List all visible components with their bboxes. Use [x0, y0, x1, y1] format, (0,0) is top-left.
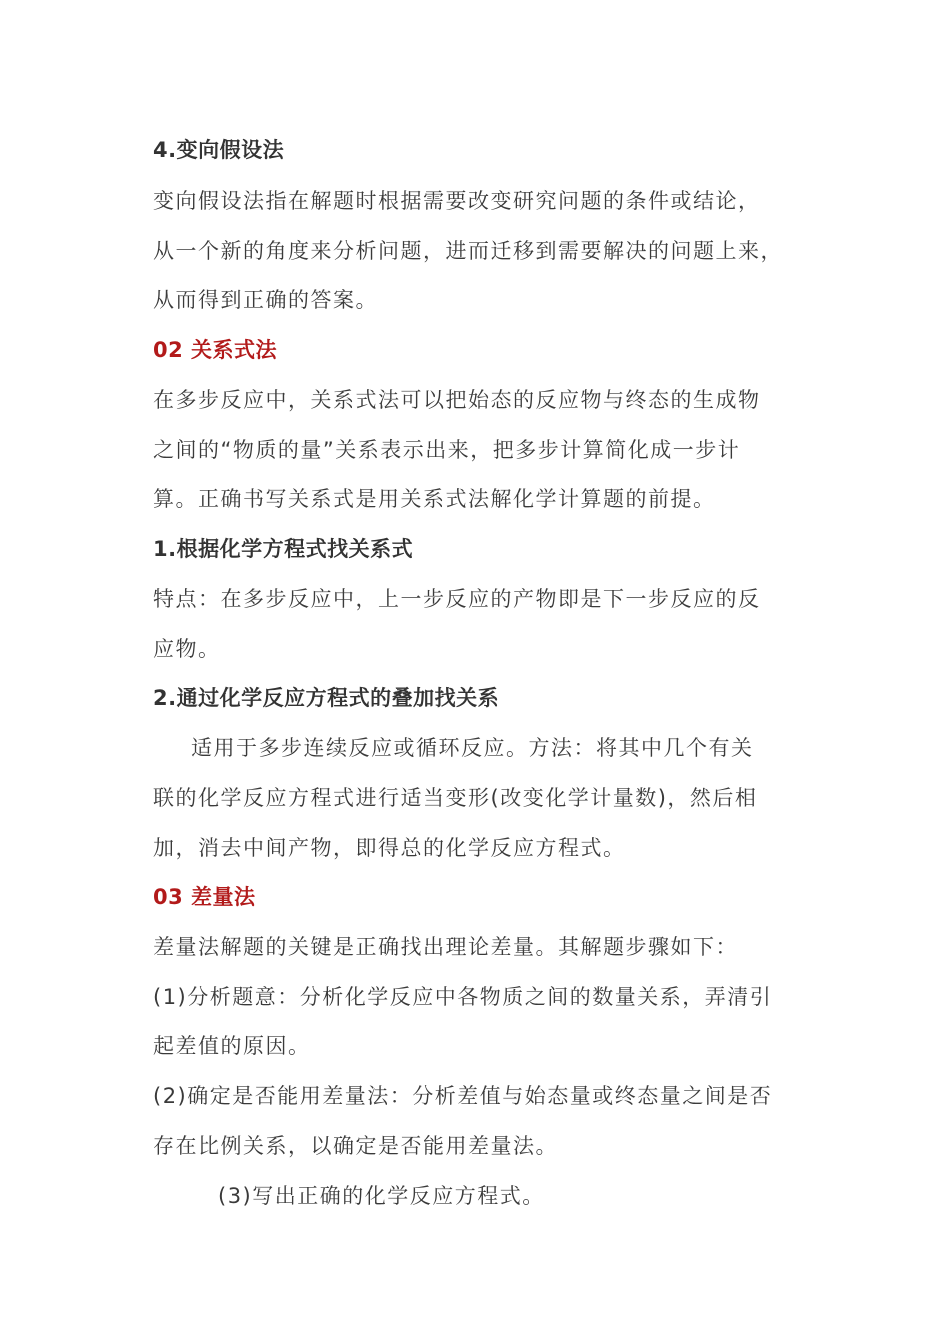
section-title-2: 2.通过化学反应方程式的叠加找关系: [153, 686, 500, 710]
paragraph-line: 差量法解题的关键是正确找出理论差量。其解题步骤如下：: [153, 935, 738, 959]
paragraph-line: 在多步反应中，关系式法可以把始态的反应物与终态的生成物: [153, 388, 761, 412]
section-heading-03: 03 差量法: [153, 885, 256, 909]
paragraph-line: 存在比例关系，以确定是否能用差量法。: [153, 1134, 558, 1158]
paragraph-line: 应物。: [153, 637, 221, 661]
section-title-1: 1.根据化学方程式找关系式: [153, 537, 414, 561]
paragraph-line: (1)分析题意：分析化学反应中各物质之间的数量关系，弄清引: [153, 985, 773, 1009]
paragraph-line: 特点：在多步反应中，上一步反应的产物即是下一步反应的反: [153, 587, 761, 611]
paragraph-line: 从一个新的角度来分析问题，进而迁移到需要解决的问题上来，: [153, 239, 783, 263]
paragraph-line: 联的化学反应方程式进行适当变形(改变化学计量数)，然后相: [153, 786, 758, 810]
paragraph-line: 加，消去中间产物，即得总的化学反应方程式。: [153, 836, 626, 860]
paragraph-line: 之间的“物质的量”关系表示出来，把多步计算简化成一步计: [153, 438, 741, 462]
paragraph-line: 起差值的原因。: [153, 1034, 311, 1058]
paragraph-line: 算。正确书写关系式是用关系式法解化学计算题的前提。: [153, 487, 716, 511]
paragraph-line: (3)写出正确的化学反应方程式。: [218, 1184, 545, 1208]
section-heading-02: 02 关系式法: [153, 338, 278, 362]
section-title-4: 4.变向假设法: [153, 138, 285, 162]
paragraph-line: 从而得到正确的答案。: [153, 288, 378, 312]
paragraph-line: 变向假设法指在解题时根据需要改变研究问题的条件或结论，: [153, 189, 761, 213]
paragraph-line: (2)确定是否能用差量法：分析差值与始态量或终态量之间是否: [153, 1084, 773, 1108]
paragraph-line: 适用于多步连续反应或循环反应。方法：将其中几个有关: [191, 736, 754, 760]
